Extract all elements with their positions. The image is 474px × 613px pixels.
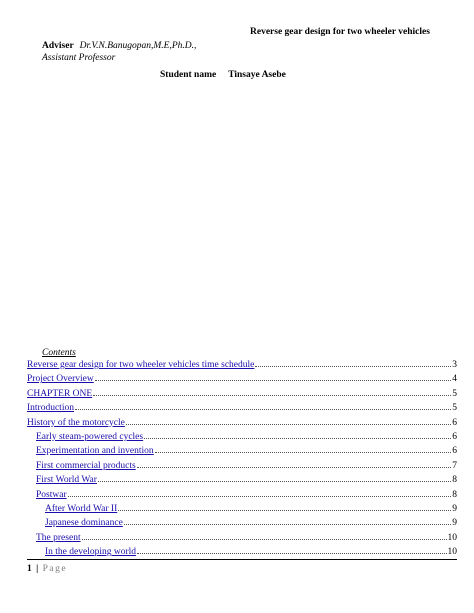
toc-entry[interactable]	[27, 387, 457, 401]
toc-page-number: 9	[452, 518, 457, 529]
toc-page-number: 6	[452, 446, 457, 457]
document-title: Reverse gear design for two wheeler vehicles	[250, 27, 430, 37]
toc-entry[interactable]	[27, 416, 457, 430]
toc-leader	[137, 466, 452, 468]
toc-page-number: 7	[452, 460, 457, 471]
toc-page-number: 5	[452, 388, 457, 399]
toc-entry-link[interactable]: Japanese dominance	[45, 518, 123, 529]
toc-leader	[124, 523, 451, 525]
toc-entry-link[interactable]: First World War	[36, 475, 97, 486]
toc-leader	[255, 365, 451, 367]
footer-rule	[27, 559, 457, 560]
toc-leader	[126, 423, 451, 425]
page-footer	[27, 564, 67, 574]
table-of-contents	[27, 358, 457, 559]
toc-entry[interactable]	[27, 459, 457, 473]
toc-entry[interactable]	[27, 488, 457, 502]
toc-entry-link[interactable]: First commercial products	[36, 460, 136, 471]
footer-separator: |	[36, 564, 39, 574]
student-block	[160, 70, 286, 80]
footer-page-word: Page	[42, 564, 68, 574]
toc-entry-link[interactable]: Early steam-powered cycles	[36, 431, 144, 442]
toc-entry[interactable]	[27, 502, 457, 516]
toc-entry[interactable]	[27, 401, 457, 415]
toc-leader	[118, 509, 451, 511]
toc-entry[interactable]	[27, 372, 457, 386]
toc-entry-link[interactable]: In the developing world	[45, 547, 137, 558]
toc-leader	[93, 394, 451, 396]
toc-page-number: 6	[452, 417, 457, 428]
adviser-block	[42, 40, 196, 64]
footer-page-number: 1	[27, 564, 32, 574]
student-name: Tinsaye Asebe	[228, 70, 286, 80]
toc-leader	[68, 495, 452, 497]
toc-entry-link[interactable]: Experimentation and invention	[36, 446, 154, 457]
contents-heading: Contents	[42, 348, 76, 358]
toc-page-number: 8	[452, 489, 457, 500]
toc-entry-link[interactable]: Introduction	[27, 403, 74, 414]
toc-leader	[144, 437, 451, 439]
toc-entry[interactable]	[27, 358, 457, 372]
toc-leader	[137, 552, 446, 554]
toc-entry[interactable]	[27, 531, 457, 545]
adviser-label: Adviser	[42, 41, 74, 51]
toc-entry-link[interactable]: Postwar	[36, 489, 67, 500]
adviser-role: Assistant Professor	[42, 53, 116, 63]
toc-page-number: 6	[452, 431, 457, 442]
toc-entry[interactable]	[27, 516, 457, 530]
toc-page-number: 5	[452, 403, 457, 414]
toc-entry[interactable]	[27, 473, 457, 487]
toc-entry-link[interactable]: CHAPTER ONE	[27, 388, 93, 399]
toc-page-number: 3	[452, 360, 457, 370]
toc-page-number: 9	[452, 503, 457, 514]
toc-entry-link[interactable]: After World War II	[45, 503, 118, 514]
student-label: Student name	[160, 70, 217, 80]
toc-entry-link[interactable]: Reverse gear design for two wheeler vehicles time schedule	[27, 360, 255, 370]
toc-leader	[82, 538, 447, 540]
toc-entry-link[interactable]: History of the motorcycle	[27, 417, 125, 428]
toc-leader	[75, 408, 451, 410]
toc-entry[interactable]	[27, 444, 457, 458]
toc-page-number: 10	[447, 547, 457, 558]
toc-leader	[95, 379, 452, 381]
toc-page-number: 8	[452, 475, 457, 486]
toc-leader	[98, 480, 451, 482]
toc-leader	[155, 451, 452, 453]
toc-page-number: 10	[447, 532, 457, 543]
toc-entry-link[interactable]: Project Overview	[27, 374, 94, 385]
toc-entry[interactable]	[27, 430, 457, 444]
toc-page-number: 4	[452, 374, 457, 385]
toc-entry[interactable]	[27, 545, 457, 559]
toc-entry-link[interactable]: The present	[36, 532, 81, 543]
adviser-name: Dr.V.N.Banugopan,M.E,Ph.D.,	[79, 41, 197, 51]
